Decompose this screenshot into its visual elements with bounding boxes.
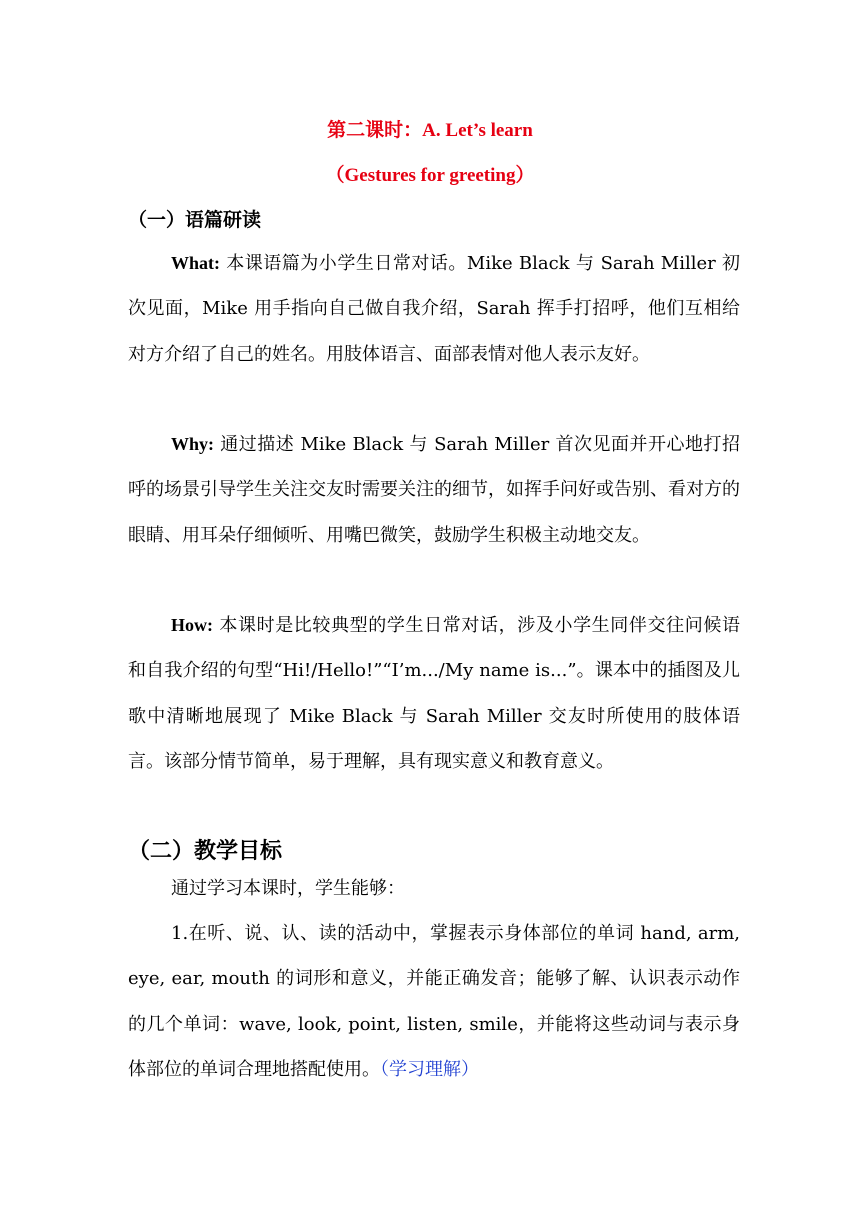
how-text: 本课时是比较典型的学生日常对话，涉及小学生同伴交往问候语和自我介绍的句型“Hi!/Hello!”“I’m.../My name is...”。课本中的插图及儿歌中清晰地展现了 Mike Black 与 Sarah Miller 交友时所使用的肢体语言。该部分情节简单，易于理解，具有现实意义和教育意义。: [128, 615, 740, 773]
section-heading-teaching-goals: （二）教学目标: [128, 839, 283, 864]
what-text: 本课语篇为小学生日常对话。Mike Black 与 Sarah Miller 初次见面，Mike 用手指向自己做自我介绍，Sarah 挥手打招呼，他们互相给对方介绍了自己的姓名。用肢体语言、面部表情对他人表示友好。: [128, 253, 740, 365]
goal-item-1: [128, 911, 740, 1093]
what-label: What:: [171, 253, 220, 273]
goal-1-text: 1.在听、说、认、读的活动中，掌握表示身体部位的单词 hand, arm, eye, ear, mouth 的词形和意义，并能正确发音；能够了解、认识表示动作的几个单词：wave, look, point, listen, smile，并能将这些动词与表示身体部位的单词合理地搭配使用。: [128, 923, 740, 1081]
how-label: How:: [171, 615, 213, 635]
why-label: Why:: [171, 434, 215, 454]
goals-intro: [128, 866, 740, 911]
lesson-title: 第二课时：A. Let’s learn: [327, 120, 533, 141]
paragraph-what: [128, 241, 740, 377]
paragraph-how: [128, 603, 740, 785]
why-text: 通过描述 Mike Black 与 Sarah Miller 首次见面并开心地打招呼的场景引导学生关注交友时需要关注的细节，如挥手问好或告别、看对方的眼睛、用耳朵仔细倾听、用嘴巴微笑，鼓励学生积极主动地交友。: [128, 434, 740, 546]
paragraph-why: [128, 422, 740, 558]
goal-1-tag: （学习理解）: [380, 1059, 479, 1081]
section-heading-text-analysis: （一）语篇研读: [128, 209, 262, 231]
goals-intro-text: 通过学习本课时，学生能够：: [171, 878, 405, 899]
lesson-subtitle: （Gestures for greeting）: [325, 165, 535, 186]
